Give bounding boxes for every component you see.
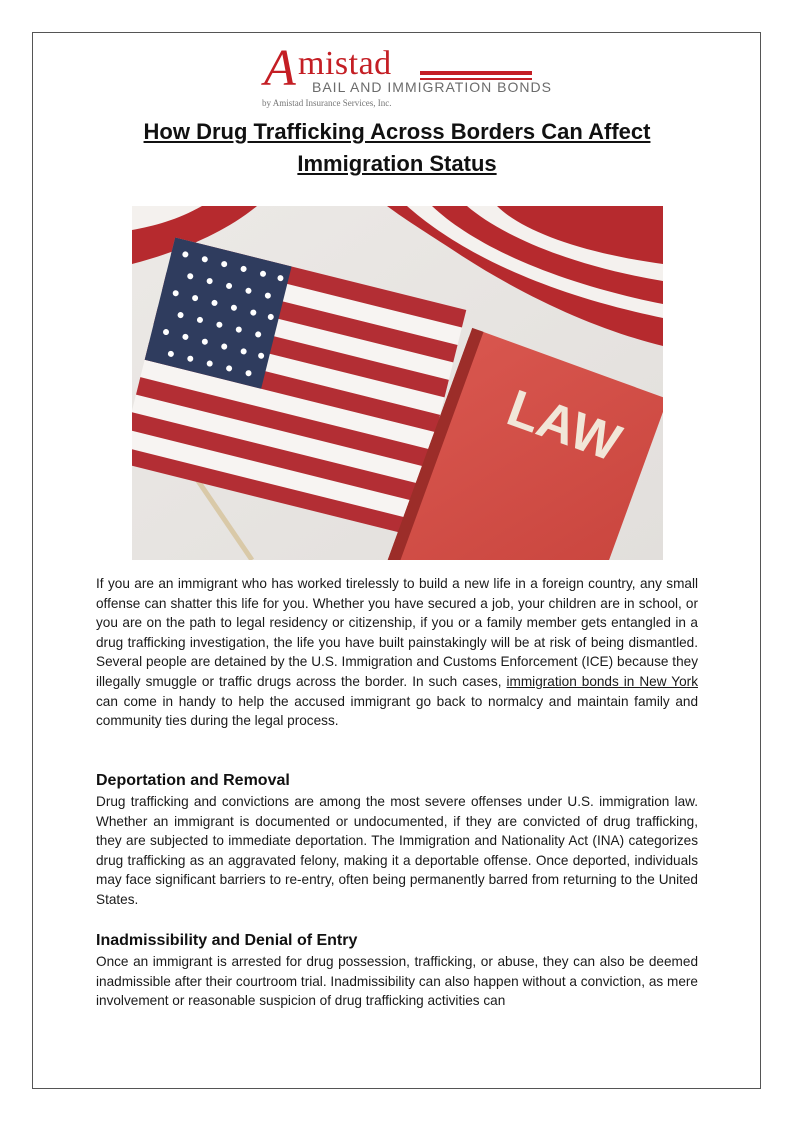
amistad-logo	[262, 40, 552, 111]
book-cover-text: LAW	[499, 379, 629, 474]
logo-subtitle: BAIL AND IMMIGRATION BONDS	[312, 79, 552, 95]
section-heading-inadmissibility: Inadmissibility and Denial of Entry	[96, 932, 358, 949]
section-text-deportation: Drug trafficking and convictions are among the most severe offenses under U.S. immigration law. Whether an immigrant is documented or undocumented, if they are convicted of drug trafficking, they are subjected to immediate deportation. The Immigration and Nationality Act (INA) categorizes drug trafficking as an aggravated felony, making it a deportable offense. Once deported, individuals may face significant barriers to re-entry, often being permanently barred from returning to the United States.	[96, 794, 698, 907]
immigration-bonds-link[interactable]: immigration bonds in New York	[506, 673, 698, 689]
logo-letter: A	[264, 40, 296, 97]
intro-text-start: If you are an immigrant who has worked tirelessly to build a new life in a foreign country, any small offense can shatter this life for you. Whether you have secured a job, your children are in school, or you are on the path to legal residency or citizenship, if you or a family member gets entangled in a drug trafficking investigation, the life you have built painstakingly will be at risk of being dismantled. Several people are detained by the U.S. Immigration and Customs Enforcement (ICE) because they illegally smuggle or traffic drugs across the border. In such cases,	[96, 576, 698, 689]
flag-and-law-book-illustration	[132, 206, 663, 560]
logo-byline: by Amistad Insurance Services, Inc.	[262, 98, 392, 108]
intro-text-end: can come in handy to help the accused immigrant go back to normalcy and maintain family and community ties during the legal process.	[96, 693, 698, 729]
logo-word: mistad	[298, 45, 392, 82]
section-text-inadmissibility: Once an immigrant is arrested for drug possession, trafficking, or abuse, they can also be deemed inadmissible after their courtroom trial. Inadmissibility can also happen without a conviction, as mere involvement or reasonable suspicion of drug trafficking activities can	[96, 954, 698, 1009]
intro-paragraph	[96, 574, 698, 731]
article-title: How Drug Trafficking Across Borders Can Affect Immigration Status	[143, 119, 651, 176]
hero-image	[132, 206, 663, 560]
section-heading-deportation: Deportation and Removal	[96, 772, 290, 789]
logo-rule-top	[420, 71, 532, 75]
